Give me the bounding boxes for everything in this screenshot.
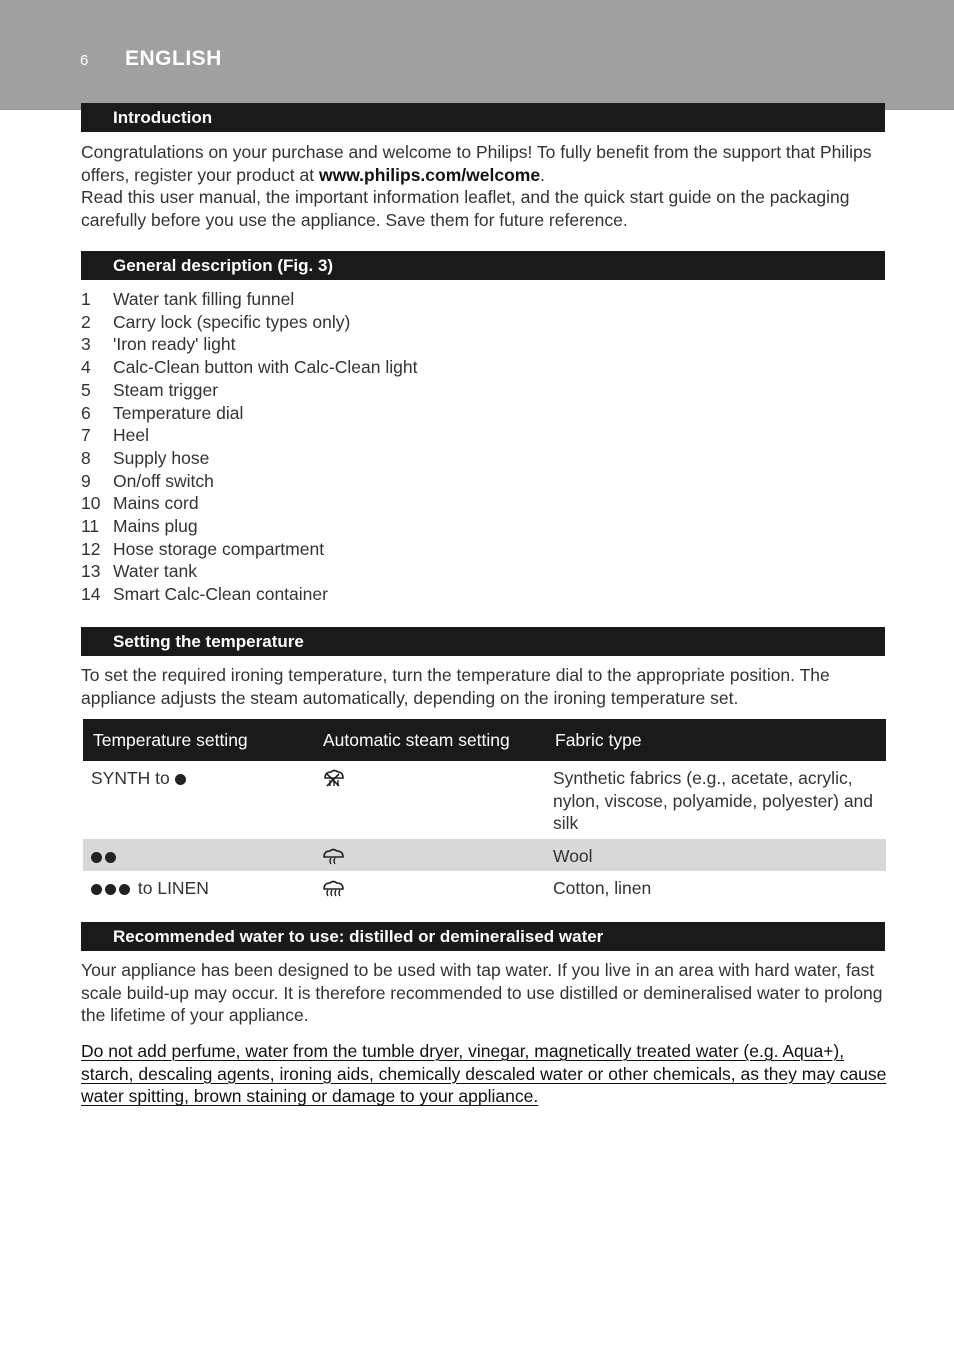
temperature-dot-icon: [105, 884, 116, 895]
steam-setting-cell: [313, 761, 545, 839]
steam-max-icon: [321, 878, 347, 898]
list-item: [81, 402, 417, 425]
list-item-number: 9: [81, 470, 91, 491]
list-item: [81, 492, 417, 515]
list-item-label: Smart Calc-Clean container: [113, 584, 328, 605]
list-item-number: 5: [81, 379, 91, 400]
column-header-steam: Automatic steam setting: [313, 719, 545, 761]
temperature-setting-cell: [83, 839, 313, 872]
temperature-dot-icon: [119, 884, 130, 895]
intro-text: Congratulations on your purchase and welcome to Philips! To fully benefit from the support that Philips offers, register your product at: [81, 142, 872, 185]
steam-setting-cell: [313, 871, 545, 904]
list-item-number: 6: [81, 402, 91, 423]
table-row: [83, 761, 886, 839]
temperature-dot-icon: [91, 852, 102, 863]
list-item: [81, 424, 417, 447]
list-item: [81, 356, 417, 379]
temperature-dot-icon: [105, 852, 116, 863]
list-item-label: Calc-Clean button with Calc-Clean light: [113, 357, 418, 378]
list-item-label: On/off switch: [113, 470, 214, 491]
list-item: [81, 311, 417, 334]
list-item: [81, 333, 417, 356]
list-item: [81, 583, 417, 606]
list-item-label: Steam trigger: [113, 379, 219, 400]
warning-paragraph: [81, 1040, 887, 1108]
section-heading-introduction: Introduction: [81, 103, 885, 132]
page-header-bar: [0, 0, 954, 110]
intro-paragraph: [81, 141, 887, 231]
parts-list: [81, 288, 417, 606]
setting-label: SYNTH to: [91, 768, 170, 788]
temperature-table: [83, 719, 886, 904]
temperature-setting-cell: [83, 761, 313, 839]
steam-setting-cell: [313, 839, 545, 872]
fabric-type-cell: Wool: [545, 839, 886, 872]
list-item-label: Carry lock (specific types only): [113, 311, 351, 332]
list-item-label: Water tank filling funnel: [113, 289, 295, 309]
language-heading: ENGLISH: [125, 47, 222, 70]
list-item: [81, 470, 417, 493]
column-header-fabric: Fabric type: [545, 719, 886, 761]
list-item-label: Heel: [113, 425, 149, 446]
list-item-number: 12: [81, 538, 101, 559]
table-header-row: [83, 719, 886, 761]
temperature-dot-icon: [175, 774, 186, 785]
list-item-label: Mains plug: [113, 516, 198, 537]
list-item-number: 11: [81, 516, 100, 537]
section-heading-water: Recommended water to use: distilled or demineralised water: [81, 922, 885, 951]
list-item-number: 13: [81, 561, 101, 582]
list-item-number: 8: [81, 447, 91, 468]
list-item-label: Mains cord: [113, 493, 199, 514]
welcome-url: www.philips.com/welcome: [319, 164, 541, 185]
section-heading-temperature: Setting the temperature: [81, 627, 885, 656]
table-row: [83, 839, 886, 872]
list-item: [81, 379, 417, 402]
list-item: [81, 515, 417, 538]
list-item-label: Water tank: [113, 561, 197, 582]
section-heading-general-description: General description (Fig. 3): [81, 251, 885, 280]
list-item-number: 4: [81, 357, 91, 378]
list-item-number: 14: [81, 584, 101, 605]
steam-off-icon: [321, 768, 347, 788]
list-item: [81, 288, 417, 311]
page-number: 6: [80, 52, 89, 69]
fabric-type-cell: Cotton, linen: [553, 878, 652, 899]
fabric-type-cell: Synthetic fabrics (e.g., acetate, acrylic, nylon, viscose, polyamide, polyester) and silk: [553, 768, 874, 834]
steam-medium-icon: [321, 846, 347, 866]
list-item-label: Temperature dial: [113, 402, 244, 423]
warning-text: Do not add perfume, water from the tumble dryer, vinegar, magnetically treated water (e.g. Aqua+), starch, descaling agents, ironing aids, chemically descaled water or other chemicals, as they may cause water spitting, brown staining or damage to your appliance.: [81, 1041, 887, 1107]
list-item-number: 10: [81, 493, 101, 514]
water-paragraph: Your appliance has been designed to be used with tap water. If you live in an area with hard water, fast scale build-up may occur. It is therefore recommended to use distilled or demineralised water to prolong the lifetime of your appliance.: [81, 960, 883, 1026]
intro-text-2: Read this user manual, the important information leaflet, and the quick start guide on the packaging carefully before you use the appliance. Save them for future reference.: [81, 187, 850, 230]
list-item-label: Hose storage compartment: [113, 538, 325, 559]
column-header-temperature: Temperature setting: [83, 719, 313, 761]
list-item-number: 3: [81, 334, 91, 355]
list-item-label: Supply hose: [113, 447, 210, 468]
list-item: [81, 447, 417, 470]
list-item: [81, 560, 417, 583]
list-item-number: 1: [81, 289, 91, 309]
list-item: [81, 538, 417, 561]
setting-suffix: to LINEN: [137, 878, 209, 899]
temperature-paragraph: To set the required ironing temperature, turn the temperature dial to the appropriate position. The appliance adjusts the steam automatically, depending on the ironing temperature set.: [81, 665, 830, 708]
temperature-dot-icon: [91, 884, 102, 895]
list-item-number: 7: [81, 425, 91, 446]
temperature-setting-cell: [83, 871, 313, 904]
intro-text-end: .: [540, 164, 545, 185]
list-item-label: 'Iron ready' light: [113, 334, 236, 355]
list-item-number: 2: [81, 311, 91, 332]
table-row: [83, 871, 886, 904]
